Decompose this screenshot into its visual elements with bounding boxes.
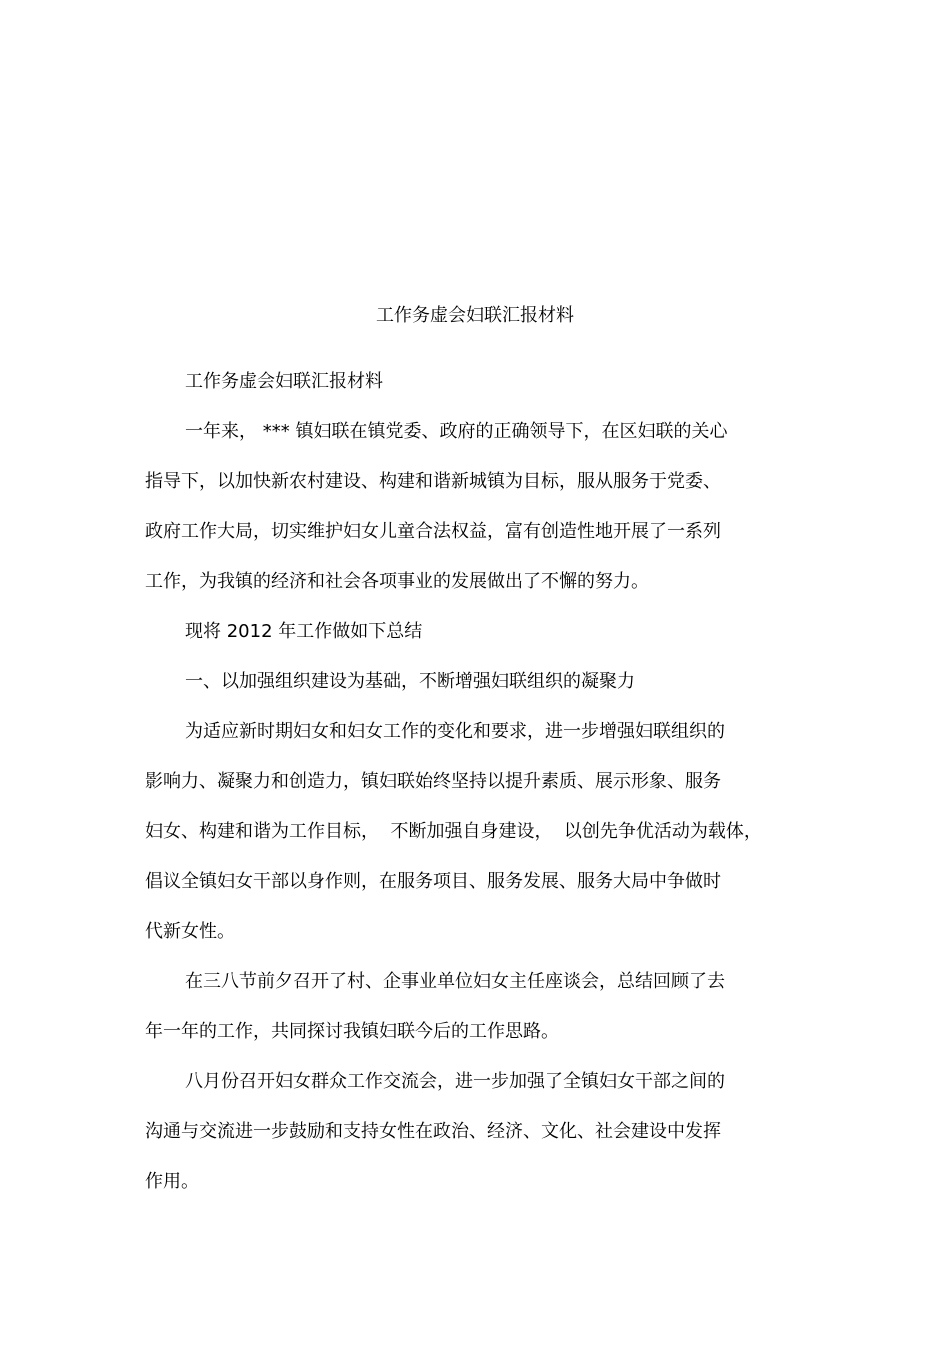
section-heading: 一、以加强组织建设为基础，不断增强妇联组织的凝聚力 (185, 671, 635, 692)
body-line: 现将 2012 年工作做如下总结 (185, 621, 423, 642)
body-line: 妇女、构建和谐为工作目标， 不断加强自身建设， 以创先争优活动为载体， (145, 821, 762, 842)
body-line: 工作，为我镇的经济和社会各项事业的发展做出了不懈的努力。 (145, 571, 649, 592)
body-line: 八月份召开妇女群众工作交流会，进一步加强了全镇妇女干部之间的 (185, 1071, 725, 1092)
body-line: 沟通与交流进一步鼓励和支持女性在政治、经济、文化、社会建设中发挥 (145, 1121, 721, 1142)
body-line: 工作务虚会妇联汇报材料 (185, 371, 383, 392)
body-line: 作用。 (145, 1171, 199, 1192)
body-line: 代新女性。 (145, 921, 235, 942)
body-line: 为适应新时期妇女和妇女工作的变化和要求，进一步增强妇联组织的 (185, 721, 725, 742)
body-line: 一年来， *** 镇妇联在镇党委、政府的正确领导下，在区妇联的关心 (185, 421, 728, 442)
body-line: 倡议全镇妇女干部以身作则，在服务项目、服务发展、服务大局中争做时 (145, 871, 721, 892)
body-line: 影响力、凝聚力和创造力，镇妇联始终坚持以提升素质、展示形象、服务 (145, 771, 721, 792)
body-line: 政府工作大局，切实维护妇女儿童合法权益，富有创造性地开展了一系列 (145, 521, 721, 542)
document-title: 工作务虚会妇联汇报材料 (376, 305, 574, 326)
body-line: 指导下，以加快新农村建设、构建和谐新城镇为目标，服从服务于党委、 (145, 471, 721, 492)
body-line: 在三八节前夕召开了村、企事业单位妇女主任座谈会，总结回顾了去 (185, 971, 725, 992)
body-line: 年一年的工作，共同探讨我镇妇联今后的工作思路。 (145, 1021, 559, 1042)
